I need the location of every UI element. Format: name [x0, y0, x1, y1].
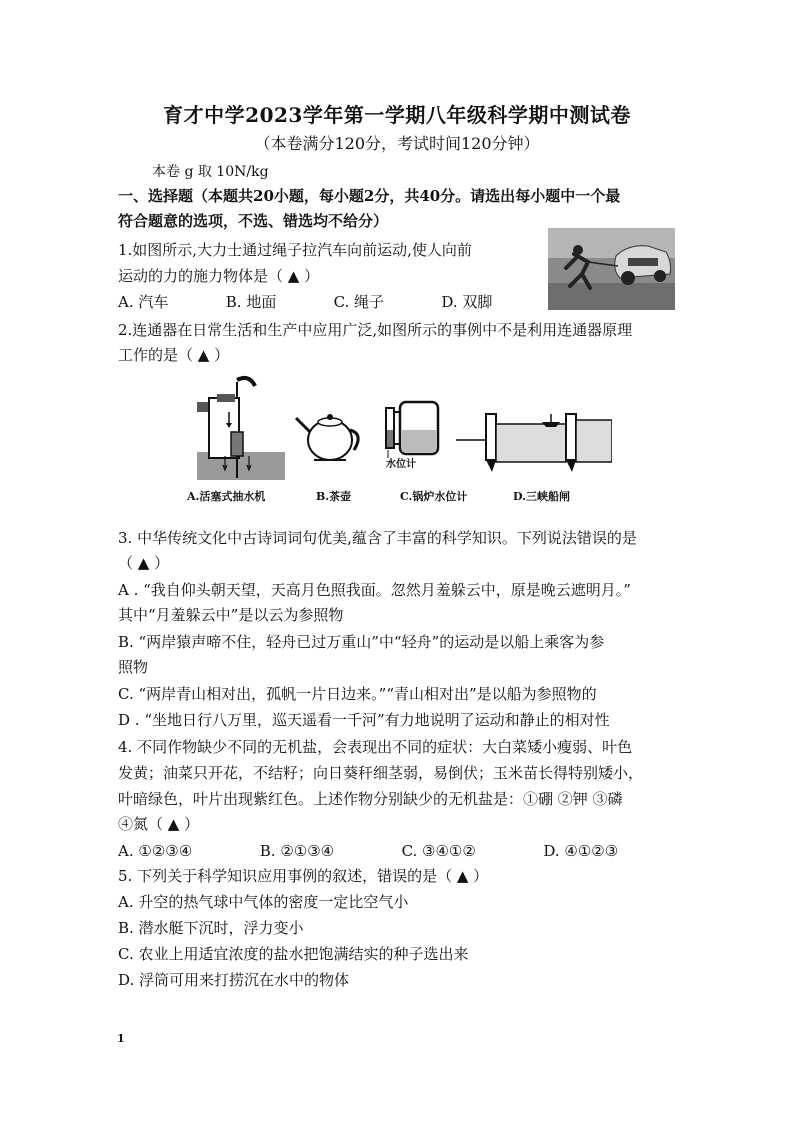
- exam-title: 育才中学2023学年第一学期八年级科学期中测试卷: [163, 103, 631, 127]
- q4-line3: 叶暗绿色，叶片出现紫红色。上述作物分别缺少的无机盐是：①硼 ②钾 ③磷: [118, 790, 623, 808]
- water-gauge-label: 水位计: [386, 459, 416, 470]
- section-heading-line2: 符合题意的选项，不选、错选均不给分）: [118, 212, 389, 230]
- q3-option-b-line2: 照物: [118, 658, 149, 676]
- q4-option-c: C. ③④①②: [401, 842, 476, 860]
- teapot-figure: [294, 372, 366, 482]
- ship-lock-figure: [456, 372, 612, 482]
- q4-option-d: D. ④①②③: [543, 842, 619, 860]
- caption-a: A.活塞式抽水机: [187, 490, 266, 503]
- q5-option-b: B. 潜水艇下沉时，浮力变小: [118, 919, 304, 937]
- q4-option-b: B. ②①③④: [259, 842, 335, 860]
- q1-line2: 运动的力的施力物体是（ ▲ ）: [118, 267, 320, 285]
- q5-option-c: C. 农业上用适宜浓度的盐水把饱满结实的种子选出来: [118, 945, 469, 963]
- q4-line2: 发黄；油菜只开花，不结籽；向日葵秆细茎弱，易倒伏；玉米苗长得特别矮小，: [118, 764, 644, 782]
- q1-options: [118, 292, 492, 312]
- page-number: 1: [117, 1032, 125, 1045]
- q5-option-d: D. 浮筒可用来打捞沉在水中的物体: [118, 971, 350, 989]
- exam-subtitle: （本卷满分120分，考试时间120分钟）: [254, 134, 540, 153]
- q3-line2: （ ▲ ）: [118, 554, 170, 572]
- q4-option-a: A. ①②③④: [118, 842, 193, 860]
- caption-b: B.茶壶: [316, 490, 352, 503]
- q5-line1: 5. 下列关于科学知识应用事例的叙述，错误的是（ ▲ ）: [118, 867, 489, 885]
- q3-line1: 3. 中华传统文化中古诗词词句优美,蕴含了丰富的科学知识。下列说法错误的是: [118, 529, 637, 547]
- q1-option-c: C. 绳子: [333, 293, 385, 311]
- gravity-note: 本卷 g 取 10N/kg: [152, 164, 269, 180]
- q3-option-c: C. “两岸青山相对出，孤帆一片日边来。”“青山相对出”是以船为参照物的: [118, 685, 597, 703]
- q5-option-a: A. 升空的热气球中气体的密度一定比空气小: [118, 893, 409, 911]
- strongman-pulling-car-photo: [548, 228, 675, 310]
- q2-line1: 2.连通器在日常生活和生产中应用广泛,如图所示的事例中不是利用连通器原理: [118, 321, 633, 339]
- q1-option-a: A. 汽车: [118, 293, 169, 311]
- q1-line1: 1.如图所示,大力士通过绳子拉汽车向前运动,使人向前: [118, 241, 472, 259]
- q4-line1: 4. 不同作物缺少不同的无机盐，会表现出不同的症状：大白菜矮小瘦弱、叶色: [118, 738, 633, 756]
- q4-options: [118, 841, 618, 861]
- section-heading-line1: 一、选择题（本题共20小题，每小题2分，共40分。请选出每小题中一个最: [118, 187, 621, 205]
- q3-option-d: D . “坐地日行八万里，巡天遥看一千河”有力地说明了运动和静止的相对性: [118, 711, 610, 729]
- q2-line2: 工作的是（ ▲ ）: [118, 346, 230, 364]
- caption-d: D.三峡船闸: [513, 490, 570, 503]
- q3-option-a-line2: 其中“月羞躲云中”是以云为参照物: [118, 606, 344, 624]
- q1-option-d: D. 双脚: [441, 293, 493, 311]
- q3-option-b-line1: B. “两岸猿声啼不住，轻舟已过万重山”中“轻舟”的运动是以船上乘客为参: [118, 633, 605, 651]
- q3-option-a-line1: A . “我自仰头朝天望，天高月色照我面。忽然月羞躲云中，原是晚云遮明月。”: [118, 581, 631, 599]
- piston-pump-figure: [195, 372, 287, 482]
- q1-option-b: B. 地面: [225, 293, 277, 311]
- q4-line4: ④氮（ ▲ ）: [118, 815, 200, 833]
- caption-c: C.锅炉水位计: [400, 490, 468, 503]
